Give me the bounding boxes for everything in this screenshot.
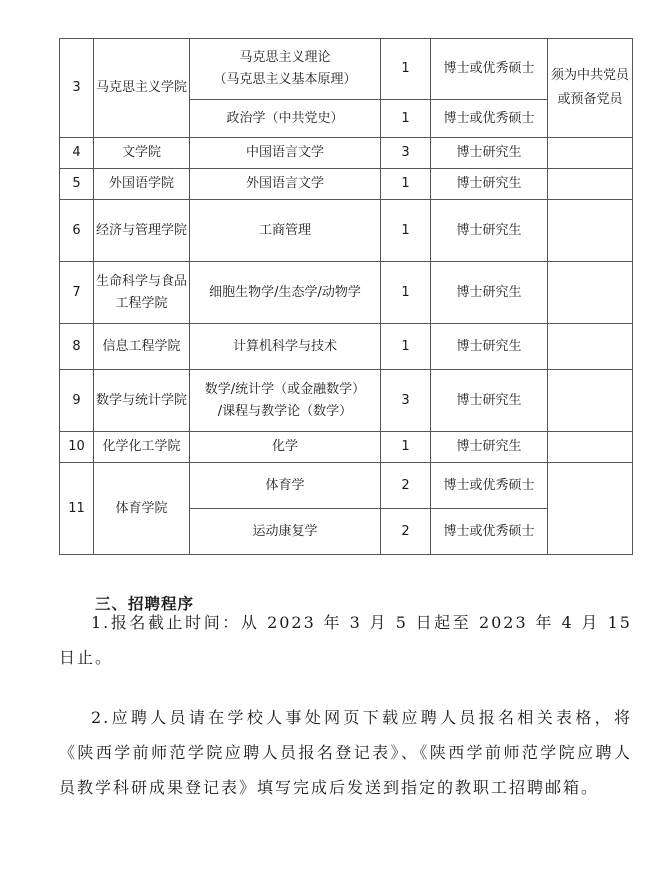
table-row <box>60 432 633 463</box>
table-row <box>60 370 633 432</box>
note-cell <box>548 463 633 555</box>
degree-requirement: 博士研究生 <box>431 169 548 200</box>
college-name: 化学化工学院 <box>94 432 190 463</box>
note-cell: 须为中共党员或预备党员 <box>548 39 633 138</box>
table-row <box>60 324 633 370</box>
major-cell: 细胞生物学/生态学/动物学 <box>190 262 381 324</box>
degree-requirement: 博士研究生 <box>431 262 548 324</box>
note-cell <box>548 432 633 463</box>
major-line: /课程与教学论（数学） <box>217 403 353 419</box>
position-count: 1 <box>381 324 431 370</box>
row-number: 5 <box>60 169 94 200</box>
position-count: 1 <box>381 200 431 262</box>
row-number: 7 <box>60 262 94 324</box>
college-name: 外国语学院 <box>94 169 190 200</box>
row-number: 11 <box>60 463 94 555</box>
major-cell: 计算机科学与技术 <box>190 324 381 370</box>
position-count: 1 <box>381 432 431 463</box>
major-cell <box>190 370 381 432</box>
row-number: 9 <box>60 370 94 432</box>
college-name: 马克思主义学院 <box>94 39 190 138</box>
note-cell <box>548 169 633 200</box>
table-row <box>60 169 633 200</box>
degree-requirement: 博士或优秀硕士 <box>431 39 548 100</box>
paragraph-application: 2.应聘人员请在学校人事处网页下载应聘人员报名相关表格，将《陕西学前师范学院应聘人员报名登记表》、《陕西学前师范学院应聘人员教学科研成果登记表》填写完成后发送到指定的教职工招聘邮箱。 <box>59 708 632 797</box>
row-number: 3 <box>60 39 94 138</box>
degree-requirement: 博士研究生 <box>431 324 548 370</box>
degree-requirement: 博士或优秀硕士 <box>431 509 548 555</box>
major-cell <box>190 39 381 100</box>
major-cell: 运动康复学 <box>190 509 381 555</box>
table-row <box>60 463 633 509</box>
position-count: 3 <box>381 370 431 432</box>
college-name: 经济与管理学院 <box>94 200 190 262</box>
position-count: 1 <box>381 39 431 100</box>
note-cell <box>548 324 633 370</box>
paragraph-deadline: 1.报名截止时间：从 2023 年 3 月 5 日起至 2023 年 4 月 15 日止。 <box>59 613 632 667</box>
college-name: 文学院 <box>94 138 190 169</box>
table-row <box>60 262 633 324</box>
position-count: 1 <box>381 169 431 200</box>
degree-requirement: 博士研究生 <box>431 432 548 463</box>
table-row <box>60 138 633 169</box>
major-line: （马克思主义基本原理） <box>213 72 357 87</box>
position-count: 2 <box>381 463 431 509</box>
recruitment-table <box>59 38 633 555</box>
position-count: 1 <box>381 100 431 138</box>
table-row <box>60 39 633 100</box>
college-name: 信息工程学院 <box>94 324 190 370</box>
college-name: 生命科学与食品工程学院 <box>94 262 190 324</box>
major-cell: 外国语言文学 <box>190 169 381 200</box>
position-count: 3 <box>381 138 431 169</box>
note-cell <box>548 200 633 262</box>
table-row <box>60 200 633 262</box>
note-cell <box>548 370 633 432</box>
row-number: 10 <box>60 432 94 463</box>
major-cell: 化学 <box>190 432 381 463</box>
college-name: 数学与统计学院 <box>94 370 190 432</box>
major-cell: 工商管理 <box>190 200 381 262</box>
major-line: 马克思主义理论 <box>239 50 331 65</box>
section-heading: 三、招聘程序 <box>95 595 195 613</box>
degree-requirement: 博士研究生 <box>431 200 548 262</box>
major-cell: 体育学 <box>190 463 381 509</box>
degree-requirement: 博士或优秀硕士 <box>431 463 548 509</box>
major-cell: 政治学（中共党史） <box>190 100 381 138</box>
note-cell <box>548 262 633 324</box>
position-count: 2 <box>381 509 431 555</box>
row-number: 4 <box>60 138 94 169</box>
row-number: 6 <box>60 200 94 262</box>
college-name: 体育学院 <box>94 463 190 555</box>
major-line: 数学/统计学（或金融数学） <box>204 381 366 397</box>
row-number: 8 <box>60 324 94 370</box>
note-cell <box>548 138 633 169</box>
position-count: 1 <box>381 262 431 324</box>
degree-requirement: 博士研究生 <box>431 138 548 169</box>
degree-requirement: 博士或优秀硕士 <box>431 100 548 138</box>
degree-requirement: 博士研究生 <box>431 370 548 432</box>
major-cell: 中国语言文学 <box>190 138 381 169</box>
